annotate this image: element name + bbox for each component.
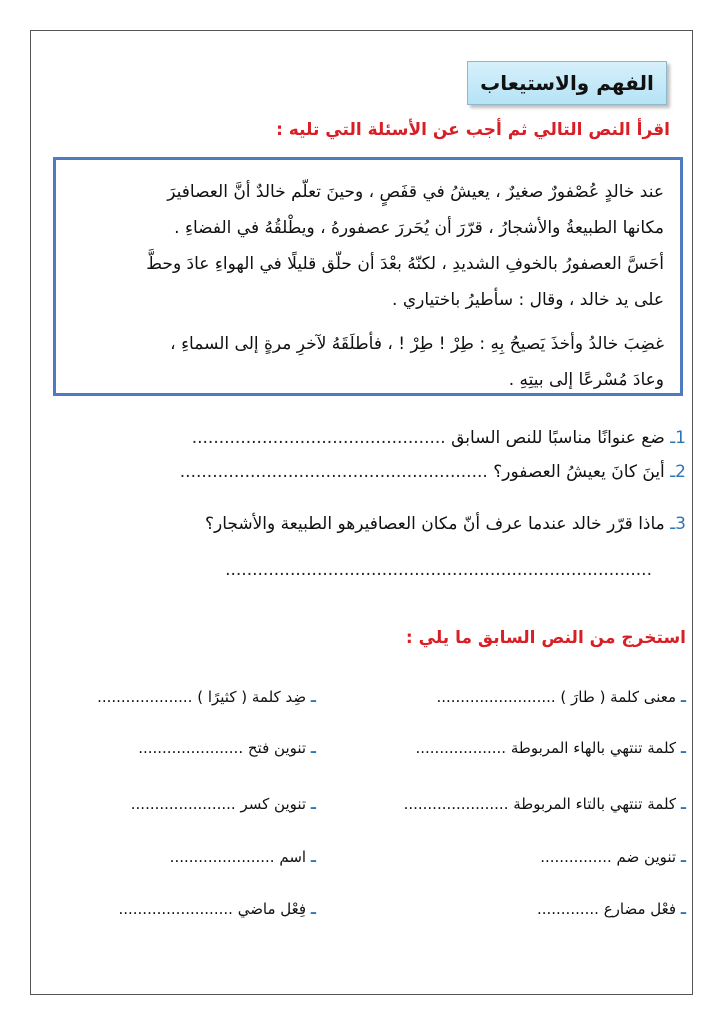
extract-item: [540, 848, 686, 866]
passage-line: أحَسَّ العصفورُ بالخوفِ الشديدِ ، لكنّهُ بعْدَ أن حلّق قليلًا في الهواءِ عادَ وحطَّ: [146, 254, 664, 274]
answer-dots[interactable]: .............: [536, 900, 599, 918]
item-label: معنى كلمة ( طارَ ): [560, 688, 677, 706]
passage-line: مكانها الطبيعةُ والأشجارُ ، قرّرَ أن يُحَررَ عصفورهُ ، ويطْلقُهُ في الفضاءِ .: [174, 218, 664, 238]
answer-dots[interactable]: ......................: [169, 848, 275, 866]
answer-dots[interactable]: ...............: [540, 848, 612, 866]
item-label: تنوين كسر: [240, 795, 307, 813]
item-dash: ـ: [310, 688, 316, 706]
answer-dots[interactable]: .........................: [436, 688, 556, 706]
item-label: كلمة تنتهي بالهاء المربوطة: [510, 739, 677, 757]
answer-dots[interactable]: ......................: [403, 795, 509, 813]
question-2: [180, 462, 686, 482]
item-dash: ـ: [310, 900, 316, 918]
worksheet-title: [467, 61, 667, 105]
extract-item: [97, 688, 316, 706]
question-text: ماذا قرّر خالد عندما عرف أنّ مكان العصافيرهو الطبيعة والأشجار؟: [204, 514, 665, 534]
worksheet-title-text: الفهم والاستيعاب: [480, 71, 654, 95]
question-text: ضع عنوانًا مناسبًا للنص السابق: [451, 428, 665, 448]
item-dash: ـ: [310, 848, 316, 866]
passage-line: على يد خالد ، وقال : سأطيرُ باختياري .: [392, 290, 664, 310]
extract-item: [436, 688, 686, 706]
answer-dots[interactable]: ......................: [130, 795, 236, 813]
item-dash: ـ: [680, 795, 686, 813]
answer-dots[interactable]: ....................: [97, 688, 193, 706]
item-label: ضِد كلمة ( كثيرًا ): [197, 688, 307, 706]
item-label: كلمة تنتهي بالتاء المربوطة: [513, 795, 677, 813]
answer-dots[interactable]: ......................: [138, 739, 244, 757]
item-label: اسم: [279, 848, 307, 866]
extract-item: [170, 848, 316, 866]
extract-item: [118, 900, 316, 918]
answer-dots[interactable]: ...............................................: [191, 428, 446, 448]
question-number: 2ـ: [670, 462, 686, 482]
question-3: [205, 514, 686, 534]
item-dash: ـ: [310, 795, 316, 813]
extract-item: [131, 795, 316, 813]
item-label: فعْل مضارع: [603, 900, 677, 918]
item-dash: ـ: [680, 739, 686, 757]
extract-item: [415, 739, 686, 757]
reading-passage: [53, 157, 683, 396]
extract-item: [537, 900, 686, 918]
passage-line: غضِبَ خالدُ وأخذَ يَصيحُ بِهِ : طِرْ ! طِرْ ! ، فأطلَقَهُ لآخرِ مرةٍ إلى السماءِ ،: [170, 334, 664, 354]
item-dash: ـ: [680, 688, 686, 706]
answer-dots[interactable]: ........................: [118, 900, 233, 918]
item-dash: ـ: [680, 848, 686, 866]
item-label: تنوين فتح: [247, 739, 307, 757]
extract-item: [138, 739, 316, 757]
item-dash: ـ: [310, 739, 316, 757]
reading-instruction: اقرأ النص التالي ثم أجب عن الأسئلة التي تليه :: [276, 120, 670, 140]
passage-line: عند خالدٍ عُصْفورٌ صغيرٌ ، يعيشُ في قفَصٍ ، وحينَ تعلّم خالدٌ أنَّ العصافيرَ: [167, 182, 664, 202]
extract-item: [404, 795, 686, 813]
question-text: أينَ كانَ يعيشُ العصفور؟: [493, 462, 665, 482]
question-number: 3ـ: [670, 514, 686, 534]
answer-dots[interactable]: ...................: [415, 739, 507, 757]
answer-dots[interactable]: .........................................................: [179, 462, 488, 482]
question-number: 1ـ: [670, 428, 686, 448]
extract-section-title: استخرج من النص السابق ما يلي :: [405, 628, 686, 648]
answer-line-3[interactable]: ...............................................................................: [225, 560, 652, 580]
item-label: فِعْل ماضي: [237, 900, 307, 918]
question-1: [192, 428, 686, 448]
item-label: تنوين ضم: [616, 848, 677, 866]
item-dash: ـ: [680, 900, 686, 918]
passage-line: وعادَ مُسْرعًا إلى بيتِهِ .: [508, 370, 664, 390]
